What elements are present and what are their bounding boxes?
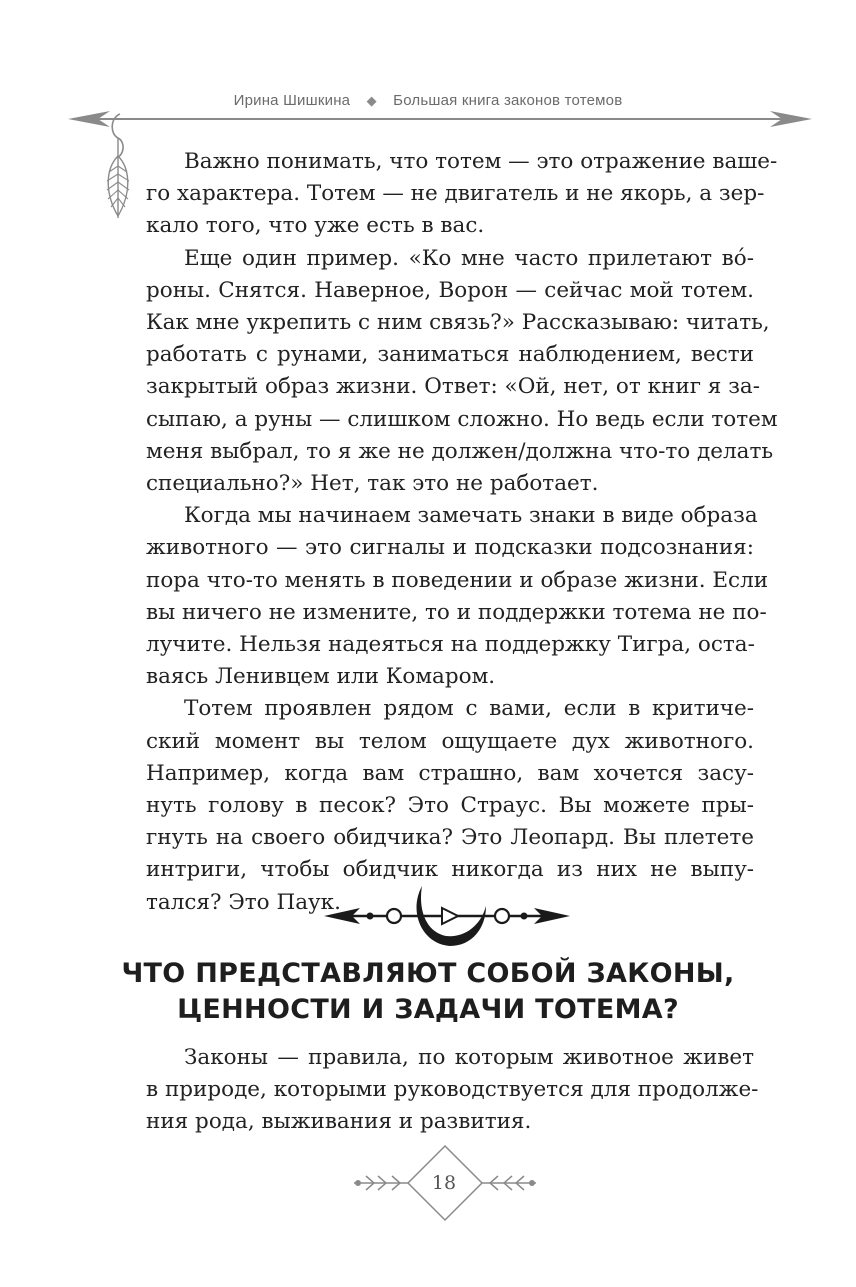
text-line: Важно понимать, что тотем — это отражение ваше- xyxy=(184,149,778,174)
text-line: в природе, которыми руководствуется для продолже- xyxy=(146,1077,759,1103)
paragraph-2 xyxy=(146,243,778,501)
heading-line-1: ЧТО ПРЕДСТАВЛЯЮТ СОБОЙ ЗАКОНЫ, xyxy=(121,958,735,989)
text-line: Например, когда вам страшно, вам хочется засу- xyxy=(146,760,754,786)
paragraph-1 xyxy=(146,146,778,243)
paragraph-3 xyxy=(146,500,769,693)
text-line: меня выбрал, то я же не должен/должна что-то делать xyxy=(146,438,774,464)
moon-arrow-ornament xyxy=(322,880,572,952)
section-heading xyxy=(100,956,756,1028)
text-line: ваясь Ленивцем или Комаром. xyxy=(146,664,496,690)
text-line: сыпаю, а руны — слишком сложно. Но ведь если тотем xyxy=(146,406,778,432)
header-author: Ирина Шишкина xyxy=(233,92,351,109)
page-number: 18 xyxy=(431,1172,457,1194)
header-book-title: Большая книга законов тотемов xyxy=(393,92,623,109)
text-line: животного — это сигналы и подсказки подсознания: xyxy=(146,535,754,561)
running-header xyxy=(0,92,856,109)
text-line: ский момент вы телом ощущаете дух животного. xyxy=(146,728,754,754)
text-line: гнуть на своего обидчика? Это Леопард. Вы плетете xyxy=(146,825,754,851)
text-line: пора что-то менять в поведении и образе жизни. Если xyxy=(146,567,769,593)
diamond-icon: ◆ xyxy=(366,93,377,108)
text-line: интриги, чтобы обидчик никогда из них не выпу- xyxy=(146,857,754,883)
text-line: го характера. Тотем — не двигатель и не якорь, а зер- xyxy=(146,181,765,207)
text-line: закрытый образ жизни. Ответ: «Ой, нет, от книг я за- xyxy=(146,374,761,400)
heading-line-2: ЦЕННОСТИ И ЗАДАЧИ ТОТЕМА? xyxy=(177,994,679,1025)
section-body-text xyxy=(146,1042,759,1139)
text-line: Тотем проявлен рядом с вами, если в критиче- xyxy=(184,696,754,722)
text-line: вы ничего не измените, то и поддержки тотема не по- xyxy=(146,599,767,625)
text-line: тался? Это Паук. xyxy=(146,889,341,915)
text-line: нуть голову в песок? Это Страус. Вы можете пры- xyxy=(146,793,754,819)
text-line: лучите. Нельзя надеяться на поддержку Тигра, оста- xyxy=(146,632,755,658)
text-line: Законы — правила, по которым животное живет xyxy=(184,1045,754,1070)
text-line: ния рода, выживания и развития. xyxy=(146,1109,532,1135)
text-line: роны. Снятся. Наверное, Ворон — сейчас мой тотем. xyxy=(146,277,754,303)
text-line: Еще один пример. «Ко мне часто прилетают во́- xyxy=(184,245,754,271)
header-arrow-rule xyxy=(68,108,812,130)
body-text xyxy=(146,146,778,919)
text-line: Когда мы начинаем замечать знаки в виде образа xyxy=(184,503,758,529)
paragraph-5 xyxy=(146,1042,759,1139)
text-line: кало того, что уже есть в вас. xyxy=(146,213,485,239)
text-line: Как мне укрепить с ним связь?» Рассказываю: читать, xyxy=(146,310,770,336)
text-line: специально?» Нет, так это не работает. xyxy=(146,471,599,497)
text-line: работать с рунами, заниматься наблюдением, вести xyxy=(146,342,754,368)
feather-icon xyxy=(98,112,138,222)
